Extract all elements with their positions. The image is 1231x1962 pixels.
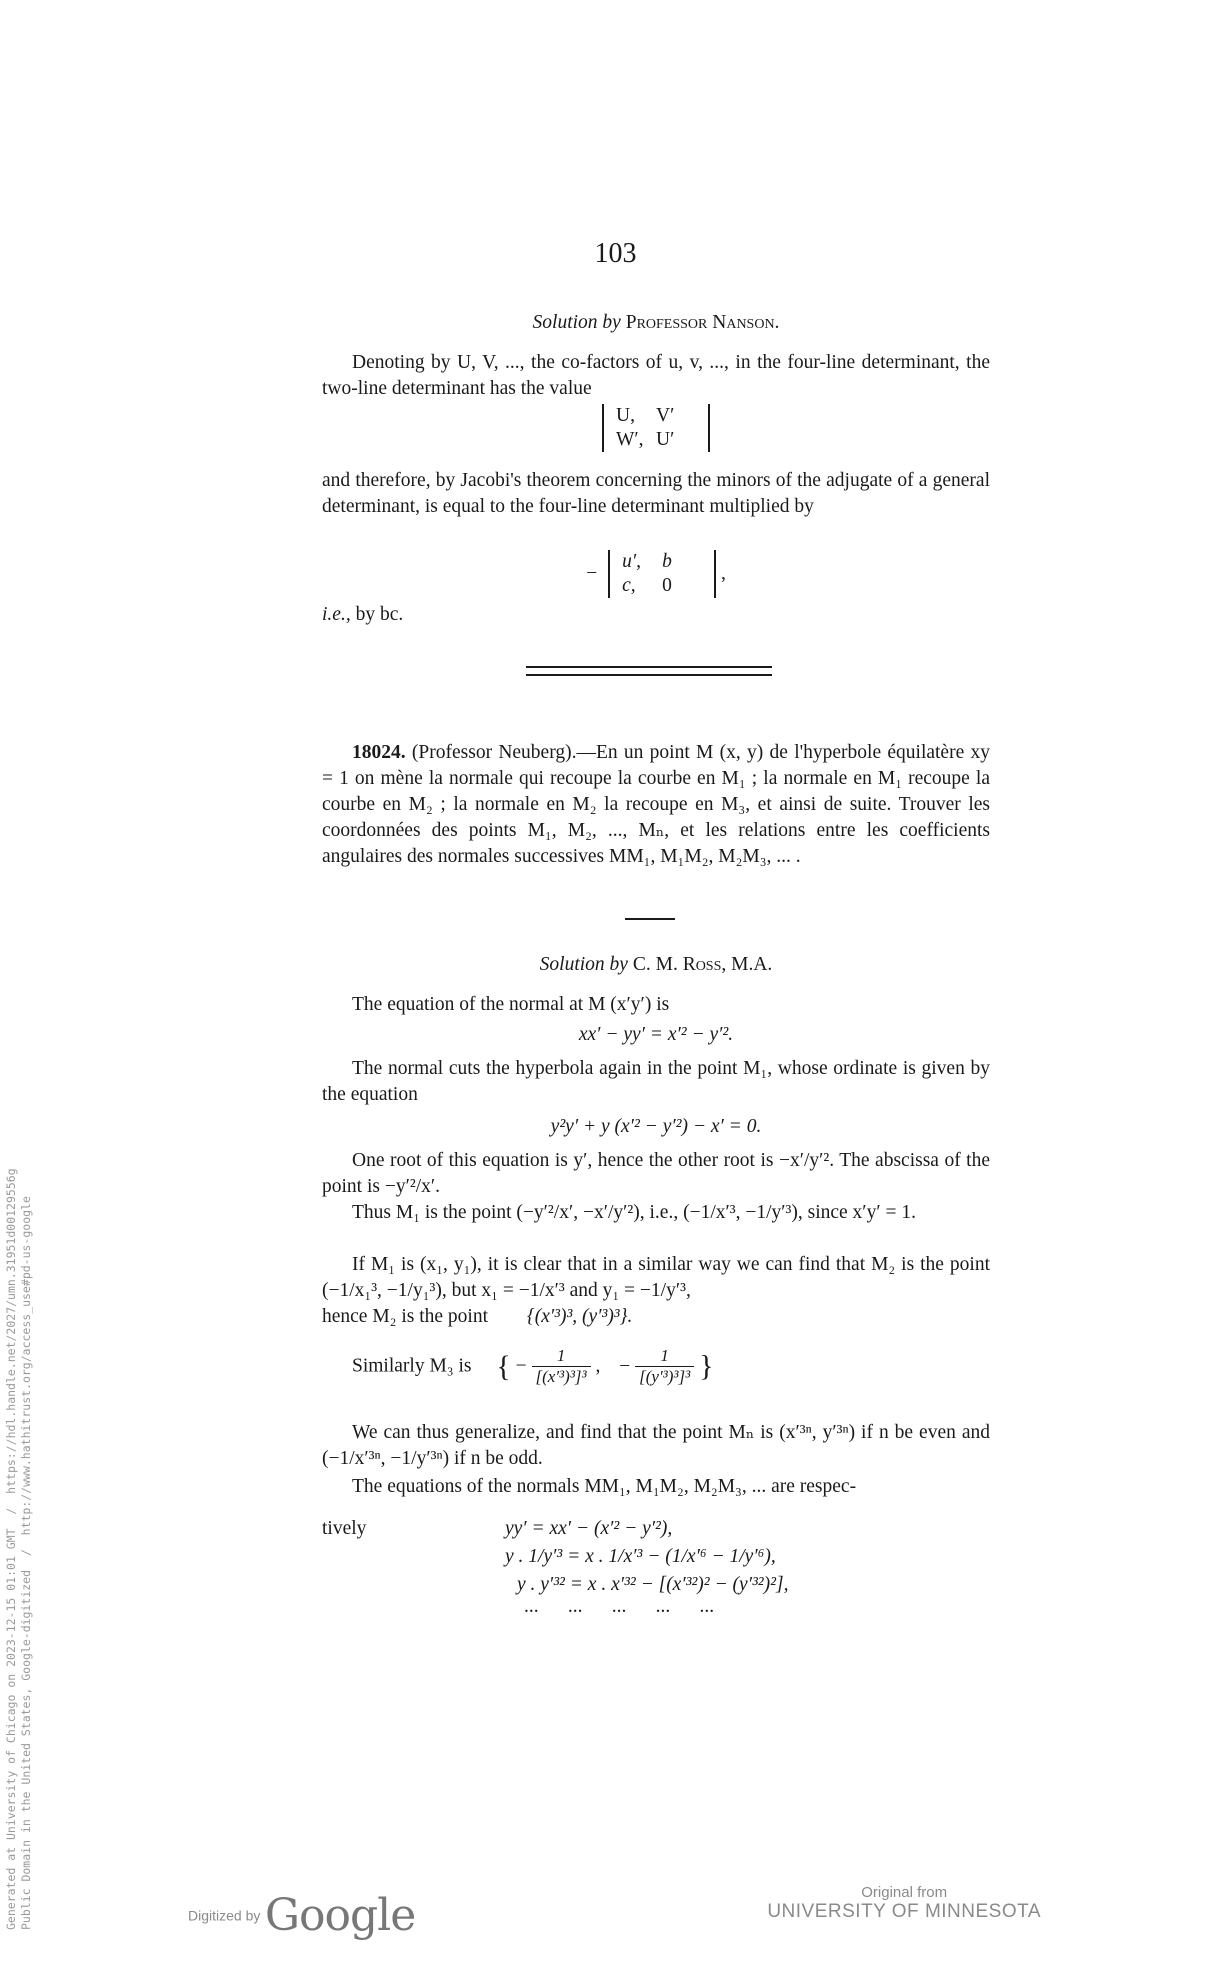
ross-line-1: The equation of the normal at M (x′y′) is bbox=[352, 994, 670, 1015]
ross-para-2: The normal cuts the hyperbola again in the point M₁, whose ordinate is given by the equation bbox=[322, 1058, 990, 1105]
ross-para-4: Thus M₁ is the point (−y′²/x′, −x′/y′²), i.e., (−1/x′³, −1/y′³), since x′y′ = 1. bbox=[352, 1202, 916, 1223]
ross-para-6: We can thus generalize, and find that the point Mₙ is (x′³ⁿ, y′³ⁿ) if n be even and (−1/x′³ⁿ, −1/y′³ⁿ) if n be odd. bbox=[322, 1422, 990, 1469]
section-divider-single bbox=[625, 918, 675, 920]
ross-heading-italic: Solution by bbox=[539, 954, 628, 975]
brace-close: } bbox=[699, 1349, 714, 1383]
normals-equation-2: y . 1/y′³ = x . 1/x′³ − (1/x′⁶ − 1/y′⁶), bbox=[505, 1546, 776, 1567]
hathitrust-watermark bbox=[4, 1168, 34, 1930]
watermark-line-2: Public Domain in the United States, Google-digitized / http://www.hathitrust.org/access_use#pd-us-google bbox=[19, 1196, 33, 1930]
nanson-heading bbox=[322, 310, 990, 336]
det2-trail: , bbox=[720, 563, 726, 584]
problem-text: (Professor Neuberg).—En un point M (x, y) de l'hyperbole équilatère xy = 1 on mène la normale qui recoupe la courbe en M₁ ; la normale en M₁ recoupe la courbe en M₂ ; la normale en M₂ la recoupe en M₃, et ainsi de suite. Trouver les coordonnées des points M₁, M₂, ..., Mₙ, et les relations entre les coefficients angulaires des normales successives MM₁, M₁M₂, M₂M₃, ... . bbox=[322, 742, 991, 867]
det2-sign: − bbox=[586, 563, 598, 584]
university-name: UNIVERSITY OF MINNESOTA bbox=[767, 1901, 1041, 1922]
det1-r1c2: V′ bbox=[656, 405, 675, 426]
ross-m3-line bbox=[322, 1346, 990, 1387]
ross-equation-1: xx′ − yy′ = x′² − y′². bbox=[578, 1024, 734, 1045]
det2-r1c1: u′, bbox=[622, 551, 641, 572]
m3-fraction-x bbox=[532, 1346, 591, 1387]
problem-18024 bbox=[322, 740, 990, 870]
brace-open: { bbox=[496, 1349, 511, 1383]
det1-r1c1: U, bbox=[616, 405, 635, 426]
page-number: 103 bbox=[594, 238, 637, 269]
ross-para-3: One root of this equation is y′, hence the other root is −x′/y′². The abscissa of the point is −y′²/x′. bbox=[322, 1150, 990, 1197]
m2-value: {(x′³)³, (y′³)³}. bbox=[526, 1306, 633, 1327]
normals-equation-1: yy′ = xx′ − (x′² − y′²), bbox=[505, 1518, 673, 1539]
ie-text: by bc. bbox=[355, 604, 404, 625]
digitized-by-google bbox=[188, 1890, 415, 1941]
det1-r2c1: W′, bbox=[616, 429, 644, 450]
ross-tively: tively bbox=[322, 1518, 367, 1539]
nanson-determinant-2 bbox=[322, 550, 990, 598]
m3-den-y: [(y′³)³]³ bbox=[639, 1367, 691, 1386]
minus-1: − bbox=[515, 1355, 527, 1377]
determinant-2x2 bbox=[602, 404, 710, 452]
normals-equation-3: y . y′³² = x . x′³² − [(x′³²)² − (y′³²)²], bbox=[517, 1574, 789, 1595]
nanson-determinant-1 bbox=[322, 404, 990, 453]
m3-num-y: 1 bbox=[635, 1346, 694, 1367]
problem-number: 18024. bbox=[352, 742, 406, 763]
m2-label: hence M₂ is the point bbox=[322, 1306, 489, 1327]
watermark-line-1: Generated at University of Chicago on 2023-12-15 01:01 GMT / https://hdl.handle.net/2027/umn.31951d00129556g bbox=[4, 1168, 18, 1930]
ross-heading bbox=[322, 952, 990, 978]
original-from bbox=[767, 1884, 1041, 1923]
section-divider-double bbox=[526, 666, 772, 676]
google-logo: Google bbox=[264, 1890, 416, 1941]
original-from-text: Original from bbox=[861, 1884, 948, 1901]
minus-2: − bbox=[619, 1355, 631, 1377]
det2-r2c2: 0 bbox=[662, 575, 672, 596]
m3-label: Similarly M₃ is bbox=[352, 1355, 472, 1377]
ross-equation-2: y²y′ + y (x′² − y′²) − x′ = 0. bbox=[550, 1116, 762, 1137]
ross-m2-line bbox=[322, 1304, 990, 1330]
ross-para-7: The equations of the normals MM₁, M₁M₂, M₂M₃, ... are respec- bbox=[352, 1476, 857, 1497]
normals-ellipsis-row: ... ... ... ... ... bbox=[524, 1596, 715, 1617]
determinant-2x2-minor bbox=[608, 550, 716, 598]
det2-r2c1: c, bbox=[622, 575, 636, 596]
nanson-heading-name: Professor Nanson. bbox=[625, 312, 780, 333]
ross-heading-name: C. M. Ross, M.A. bbox=[632, 954, 773, 975]
digitized-by-text: Digitized by bbox=[188, 1907, 261, 1924]
comma-sep: , bbox=[595, 1355, 601, 1377]
nanson-ie-line bbox=[322, 602, 990, 628]
det2-r1c2: b bbox=[662, 551, 672, 572]
ie-prefix: i.e., bbox=[322, 604, 351, 625]
m3-num-x: 1 bbox=[532, 1346, 591, 1367]
nanson-para-2: and therefore, by Jacobi's theorem concerning the minors of the adjugate of a general determinant, is equal to the four-line determinant multiplied by bbox=[322, 470, 990, 517]
m3-fraction-y bbox=[635, 1346, 694, 1387]
nanson-heading-italic: Solution by bbox=[532, 312, 621, 333]
det1-r2c2: U′ bbox=[656, 429, 675, 450]
nanson-para-1: Denoting by U, V, ..., the co-factors of u, v, ..., in the four-line determinant, the two-line determinant has the value bbox=[322, 352, 990, 399]
ross-para-5: If M₁ is (x₁, y₁), it is clear that in a similar way we can find that M₂ is the point (−1/x₁³, −1/y₁³), but x₁ = −1/x′³ and y₁ = −1/y′³, bbox=[322, 1254, 990, 1301]
m3-den-x: [(x′³)³]³ bbox=[535, 1367, 587, 1386]
